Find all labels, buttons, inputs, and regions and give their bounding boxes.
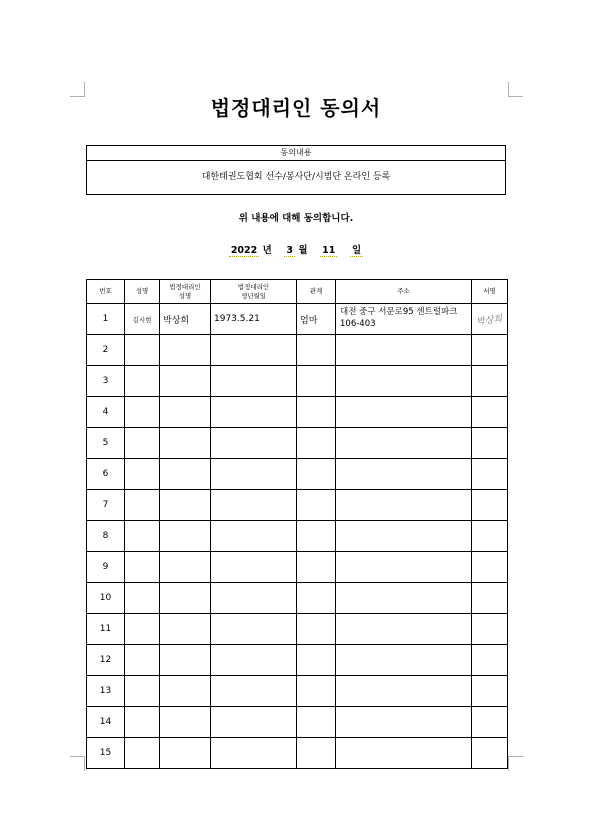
- cell-no: 3: [87, 366, 125, 397]
- cell-guardian-name: [160, 490, 211, 521]
- handwritten-signature: 박상희: [476, 313, 504, 328]
- cell-no: 5: [87, 428, 125, 459]
- cell-relation: [297, 583, 336, 614]
- cell-relation: [297, 335, 336, 366]
- cell-relation: [297, 490, 336, 521]
- cell-signature: [472, 304, 508, 335]
- cell-guardian-birth: [211, 459, 297, 490]
- consent-header: 동의내용: [87, 146, 505, 161]
- cell-guardian-birth: [211, 552, 297, 583]
- cell-guardian-name: [160, 397, 211, 428]
- cell-relation: [297, 397, 336, 428]
- cell-no: 14: [87, 707, 125, 738]
- cell-signature: [472, 707, 508, 738]
- cell-guardian-birth: 1973.5.21: [211, 304, 297, 335]
- cell-signature: [472, 366, 508, 397]
- cell-guardian-birth: [211, 521, 297, 552]
- table-row: [87, 738, 508, 769]
- cell-guardian-name: [160, 459, 211, 490]
- cell-name: [125, 335, 160, 366]
- date-year: 2022: [230, 245, 258, 256]
- table-row: [87, 552, 508, 583]
- cell-guardian-name: [160, 676, 211, 707]
- table-row: [87, 645, 508, 676]
- date-month-unit: 월: [298, 245, 308, 256]
- cell-no: 4: [87, 397, 125, 428]
- header-relation: 관계: [297, 280, 336, 304]
- table-row: [87, 676, 508, 707]
- cell-name: [125, 459, 160, 490]
- header-guardian-name: 법정대리인 성명: [160, 280, 211, 304]
- cell-no: 10: [87, 583, 125, 614]
- table-row: [87, 490, 508, 521]
- cell-relation: [297, 738, 336, 769]
- cell-name: [125, 552, 160, 583]
- cell-name: [125, 490, 160, 521]
- cell-signature: [472, 490, 508, 521]
- crop-mark-bottom-right: [508, 756, 523, 771]
- cell-relation: [297, 676, 336, 707]
- cell-guardian-birth: [211, 397, 297, 428]
- cell-relation: 엄마: [297, 304, 336, 335]
- header-no: 번호: [87, 280, 125, 304]
- table-row: [87, 428, 508, 459]
- header-address: 주소: [336, 280, 472, 304]
- cell-guardian-name: [160, 552, 211, 583]
- cell-guardian-birth: [211, 676, 297, 707]
- cell-relation: [297, 428, 336, 459]
- cell-guardian-name: [160, 583, 211, 614]
- cell-address: [336, 614, 472, 645]
- cell-guardian-birth: [211, 366, 297, 397]
- cell-address: [336, 428, 472, 459]
- cell-no: 8: [87, 521, 125, 552]
- consent-box: [86, 145, 506, 195]
- header-name: 성명: [125, 280, 160, 304]
- cell-signature: [472, 428, 508, 459]
- table-header-row: [87, 280, 508, 304]
- cell-guardian-birth: [211, 490, 297, 521]
- cell-name: [125, 428, 160, 459]
- cell-name: [125, 738, 160, 769]
- cell-no: 1: [87, 304, 125, 335]
- cell-address: [336, 366, 472, 397]
- cell-guardian-name: [160, 738, 211, 769]
- cell-guardian-name: [160, 707, 211, 738]
- cell-name: [125, 521, 160, 552]
- cell-signature: [472, 676, 508, 707]
- table-row: [87, 459, 508, 490]
- cell-guardian-name: [160, 366, 211, 397]
- guardian-table: [86, 279, 508, 769]
- cell-no: 15: [87, 738, 125, 769]
- cell-address: [336, 335, 472, 366]
- cell-no: 6: [87, 459, 125, 490]
- cell-name: [125, 397, 160, 428]
- table-row: [87, 335, 508, 366]
- cell-no: 9: [87, 552, 125, 583]
- cell-guardian-birth: [211, 645, 297, 676]
- cell-guardian-birth: [211, 707, 297, 738]
- cell-relation: [297, 366, 336, 397]
- table-row: [87, 583, 508, 614]
- header-guardian-birth: 법정대리인 생년월일: [211, 280, 297, 304]
- cell-signature: [472, 459, 508, 490]
- table-row: [87, 304, 508, 335]
- cell-address: [336, 738, 472, 769]
- cell-signature: [472, 521, 508, 552]
- consent-body: 대한태권도협회 선수/봉사단/시범단 온라인 등록: [201, 172, 391, 182]
- cell-no: 2: [87, 335, 125, 366]
- cell-no: 11: [87, 614, 125, 645]
- cell-name: [125, 614, 160, 645]
- date-year-unit: 년: [262, 245, 272, 256]
- document-title: 법정대리인 동의서: [210, 96, 382, 120]
- cell-name: [125, 707, 160, 738]
- cell-no: 13: [87, 676, 125, 707]
- cell-address: [336, 397, 472, 428]
- table-row: [87, 521, 508, 552]
- cell-relation: [297, 521, 336, 552]
- cell-guardian-birth: [211, 335, 297, 366]
- cell-address: [336, 676, 472, 707]
- cell-address: [336, 645, 472, 676]
- cell-address: [336, 521, 472, 552]
- table-body: [87, 304, 508, 769]
- cell-guardian-name: 박상희: [160, 304, 211, 335]
- cell-address: [336, 490, 472, 521]
- cell-relation: [297, 645, 336, 676]
- cell-name: 김시현: [125, 304, 160, 335]
- cell-signature: [472, 614, 508, 645]
- cell-name: [125, 645, 160, 676]
- cell-name: [125, 676, 160, 707]
- cell-signature: [472, 738, 508, 769]
- cell-relation: [297, 707, 336, 738]
- cell-address: [336, 583, 472, 614]
- table-row: [87, 707, 508, 738]
- cell-relation: [297, 614, 336, 645]
- date-line: [0, 242, 592, 257]
- cell-signature: [472, 645, 508, 676]
- cell-address: [336, 552, 472, 583]
- cell-guardian-name: [160, 645, 211, 676]
- cell-no: 7: [87, 490, 125, 521]
- cell-guardian-name: [160, 521, 211, 552]
- cell-name: [125, 583, 160, 614]
- date-day: 11: [322, 245, 336, 256]
- cell-guardian-birth: [211, 614, 297, 645]
- date-month: 3: [286, 245, 294, 256]
- crop-mark-bottom-left: [70, 756, 85, 771]
- cell-relation: [297, 459, 336, 490]
- table-row: [87, 397, 508, 428]
- cell-guardian-birth: [211, 583, 297, 614]
- cell-address: 대전 중구 서문로95 센트럴파크 106-403: [336, 304, 472, 335]
- date-day-unit: 일: [350, 242, 363, 257]
- cell-address: [336, 459, 472, 490]
- table-row: [87, 366, 508, 397]
- cell-guardian-name: [160, 428, 211, 459]
- cell-relation: [297, 552, 336, 583]
- cell-guardian-name: [160, 614, 211, 645]
- header-signature: 서명: [472, 280, 508, 304]
- cell-signature: [472, 583, 508, 614]
- cell-address: [336, 707, 472, 738]
- cell-signature: [472, 335, 508, 366]
- cell-guardian-birth: [211, 428, 297, 459]
- table-row: [87, 614, 508, 645]
- cell-name: [125, 366, 160, 397]
- agree-statement: 위 내용에 대해 동의합니다.: [238, 213, 354, 224]
- cell-guardian-name: [160, 335, 211, 366]
- cell-signature: [472, 397, 508, 428]
- cell-signature: [472, 552, 508, 583]
- cell-guardian-birth: [211, 738, 297, 769]
- cell-no: 12: [87, 645, 125, 676]
